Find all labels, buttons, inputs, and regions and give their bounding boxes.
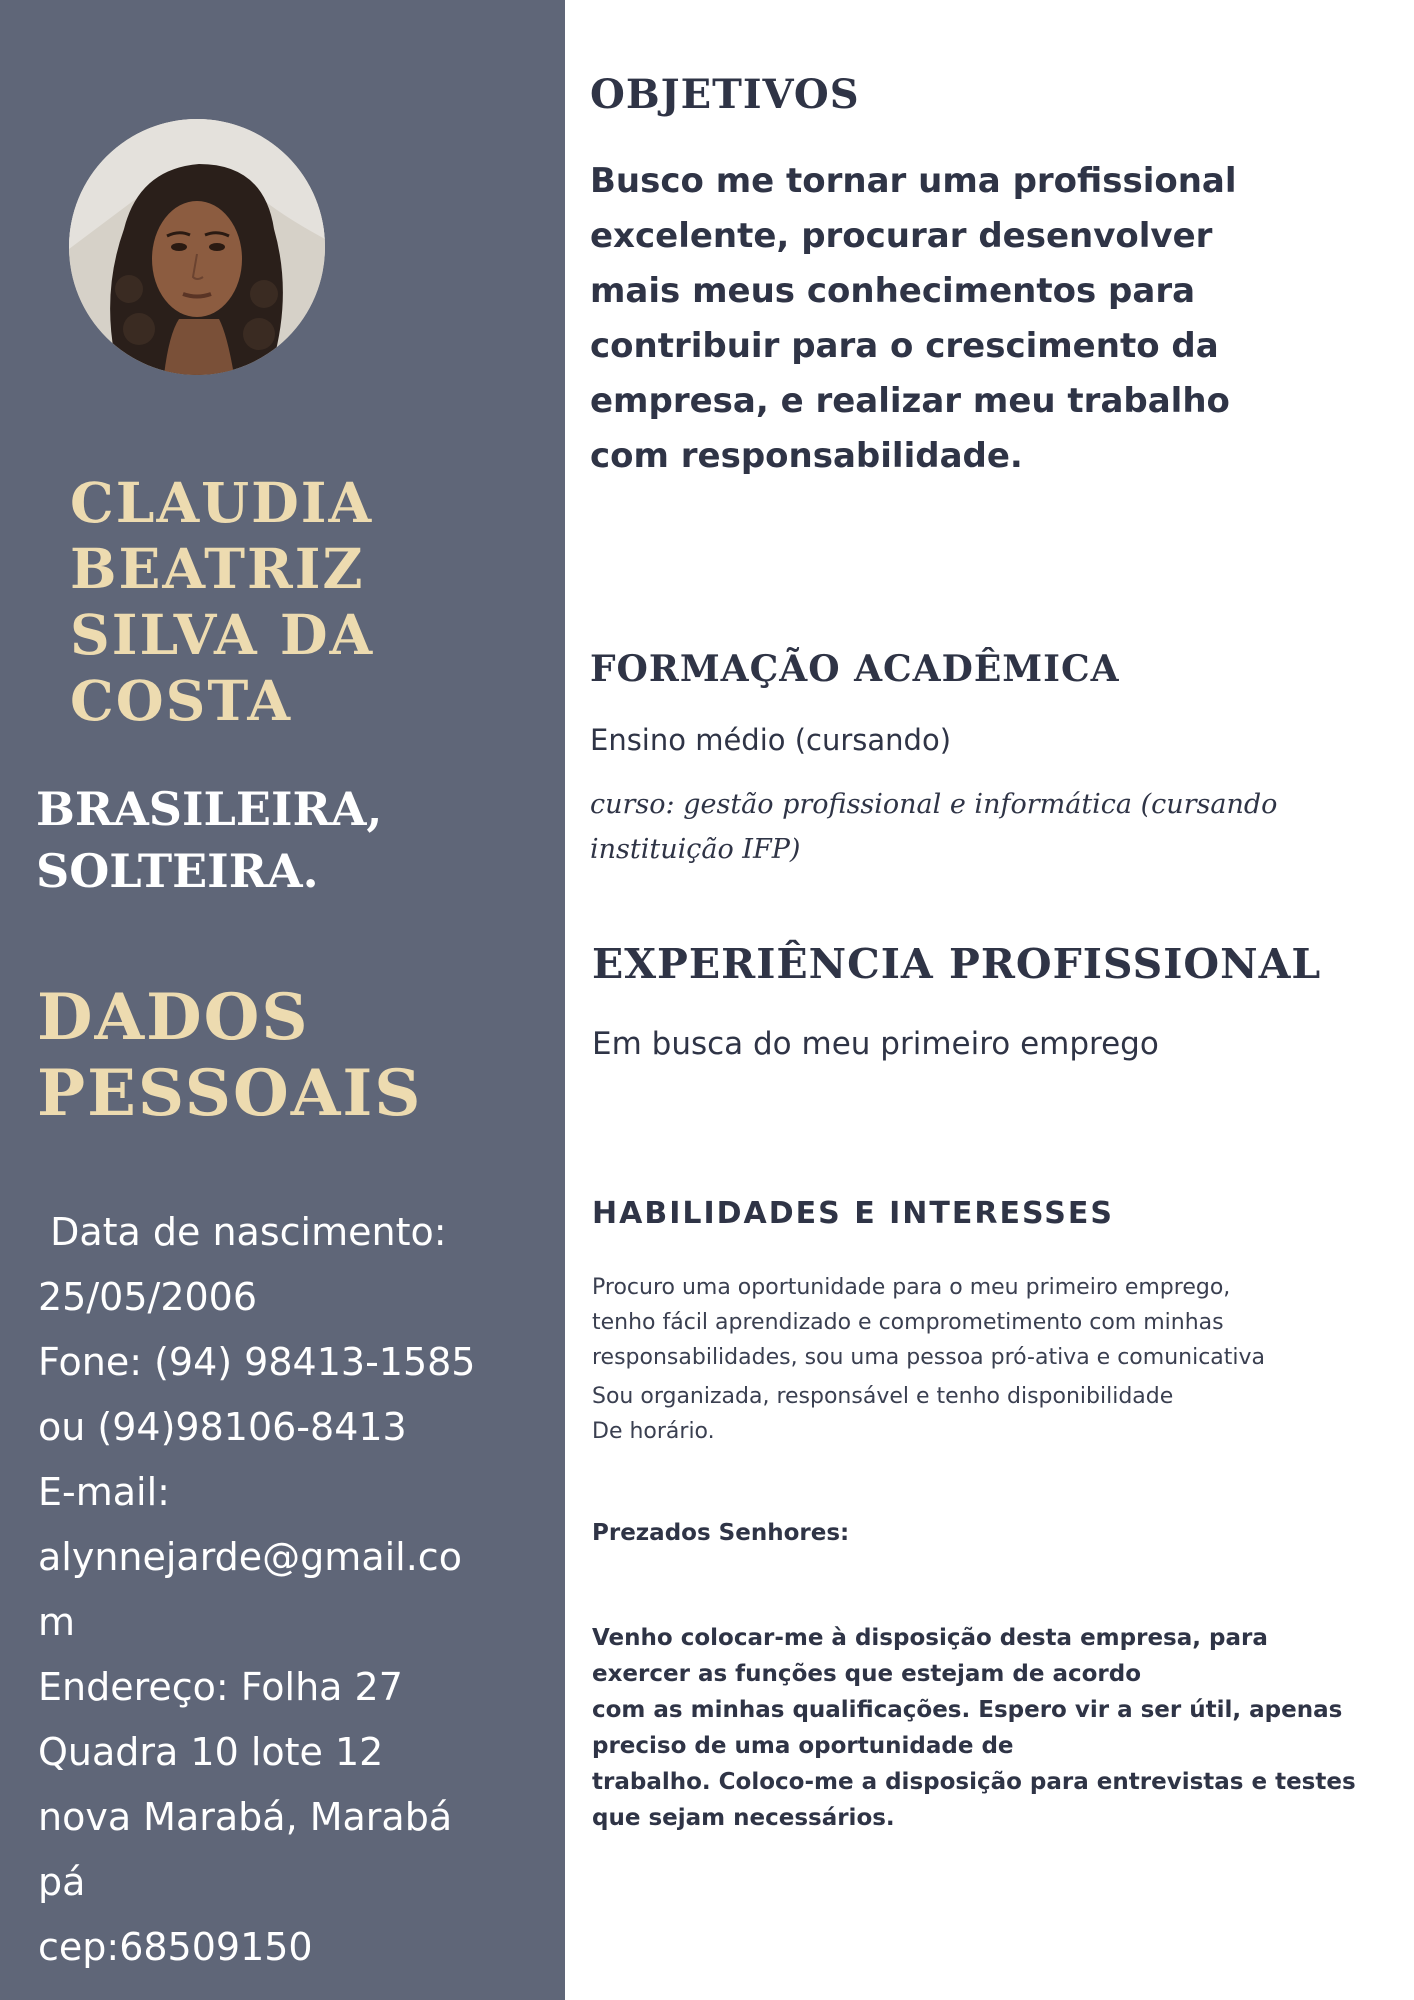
letter-greeting: Prezados Senhores: — [592, 1520, 850, 1546]
text-line: trabalho. Coloco-me a disposição para entrevistas e testes — [592, 1769, 1356, 1795]
detail-line: E-mail: — [38, 1470, 170, 1514]
text-line: preciso de uma oportunidade de — [592, 1733, 1014, 1759]
email-line: m — [38, 1600, 76, 1644]
experience-heading: EXPERIÊNCIA PROFISSIONAL — [592, 940, 1322, 988]
profile-photo — [69, 119, 325, 375]
nationality-status — [36, 778, 546, 902]
full-name — [70, 470, 550, 734]
education-course — [590, 782, 1350, 872]
text-line: excelente, procurar desenvolver — [590, 216, 1213, 256]
text-line: que sejam necessários. — [592, 1805, 895, 1831]
text-line: empresa, e realizar meu trabalho — [590, 381, 1230, 421]
text-line: instituição IFP) — [590, 834, 801, 865]
detail-line: cep:68509150 — [38, 1925, 313, 1969]
text-line: responsabilidades, sou uma pessoa pró-ativa e comunicativa — [592, 1345, 1266, 1370]
status-line: SOLTEIRA. — [36, 844, 319, 898]
name-line: COSTA — [70, 668, 292, 733]
detail-line: Data de nascimento: — [38, 1210, 447, 1254]
text-line: Procuro uma oportunidade para o meu primeiro emprego, — [592, 1275, 1231, 1300]
sidebar — [0, 0, 565, 2000]
heading-line: DADOS — [37, 980, 310, 1055]
detail-line: ou (94)98106-8413 — [38, 1405, 407, 1449]
name-line: CLAUDIA — [70, 470, 374, 535]
text-line: contribuir para o crescimento da — [590, 326, 1219, 366]
status-line: BRASILEIRA, — [36, 782, 383, 836]
experience-text: Em busca do meu primeiro emprego — [592, 1026, 1159, 1062]
detail-line: Endereço: Folha 27 — [38, 1665, 403, 1709]
personal-data-heading — [37, 980, 547, 1132]
detail-line: Fone: (94) 98413-1585 — [38, 1340, 476, 1384]
education-level: Ensino médio (cursando) — [590, 723, 952, 757]
name-line: SILVA DA — [70, 602, 375, 667]
text-line: exercer as funções que estejam de acordo — [592, 1661, 1142, 1687]
text-line: tenho fácil aprendizado e comprometimento com minhas — [592, 1310, 1224, 1335]
skills-heading: HABILIDADES E INTERESSES — [592, 1196, 1114, 1231]
education-heading: FORMAÇÃO ACADÊMICA — [590, 648, 1120, 690]
objectives-text — [590, 154, 1290, 484]
heading-line: PESSOAIS — [37, 1056, 423, 1131]
text-line: curso: gestão profissional e informática (cursando — [590, 789, 1278, 820]
text-line: De horário. — [592, 1419, 715, 1444]
cover-letter — [592, 1620, 1392, 1836]
personal-data-details — [38, 1200, 558, 1980]
detail-line: pá — [38, 1860, 86, 1904]
text-line: com responsabilidade. — [590, 436, 1023, 476]
text-line: com as minhas qualificações. Espero vir a ser útil, apenas — [592, 1697, 1343, 1723]
detail-line: Quadra 10 lote 12 — [38, 1730, 384, 1774]
text-line: Venho colocar-me à disposição desta empresa, para — [592, 1625, 1268, 1651]
skills-text — [592, 1270, 1382, 1449]
text-line: mais meus conhecimentos para — [590, 271, 1196, 311]
text-line: Sou organizada, responsável e tenho disponibilidade — [592, 1384, 1174, 1409]
objectives-heading: OBJETIVOS — [590, 71, 860, 118]
name-line: BEATRIZ — [70, 536, 365, 601]
text-line: Busco me tornar uma profissional — [590, 161, 1237, 201]
email-line: alynnejarde@gmail.co — [38, 1535, 462, 1579]
detail-line: 25/05/2006 — [38, 1275, 258, 1319]
detail-line: nova Marabá, Marabá — [38, 1795, 453, 1839]
